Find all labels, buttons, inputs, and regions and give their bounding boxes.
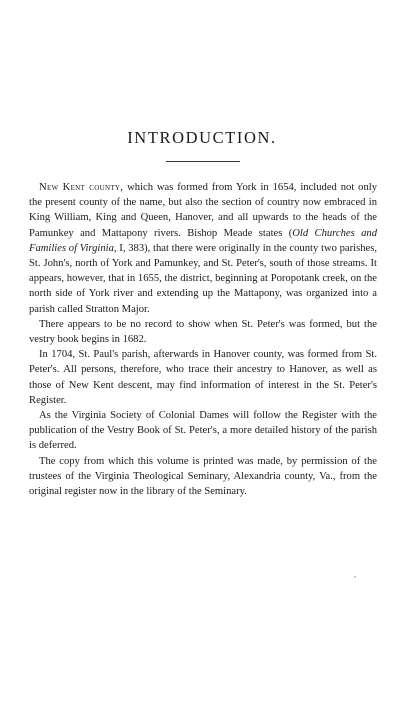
paragraph-4: As the Virginia Society of Colonial Dames will follow the Register with the publication of the Vestry Book of St. Peter's, a more detailed history of the parish is deferred. [29, 410, 377, 452]
body-text [29, 180, 377, 499]
book-citation: Old Churches and Families of Virginia, [29, 227, 377, 254]
paragraph-1-text-a: which was formed from York in 1654, included not only the present county of the name, but also the section of country now embraced in King William, King and Queen, Hanover, and all upwards to the heads of the Pamunkey and Mattapony rivers. Bishop Meade states ( [29, 182, 378, 239]
lead-in: New Kent county, [39, 182, 124, 193]
title-divider [166, 161, 240, 162]
paragraph-1-text-b: I, 383), that there were originally in the county two parishes, St. John's, north of York and Pamunkey, and St. Peter's, south of those streams. It appears, however, that in 1655, the district, beginning at Poropotank creek, on the north side of York river and extending up the Mattapony, was organized into a parish called Stratton Major. [29, 242, 377, 315]
page-title: INTRODUCTION. [127, 128, 277, 147]
paragraph-2: There appears to be no record to show when St. Peter's was formed, but the vestry book begins in 1682. [29, 318, 377, 346]
paragraph-3: In 1704, St. Paul's parish, afterwards in Hanover county, was formed from St. Peter's. All persons, therefore, who trace their ancestry to Hanover, as well as those of New Kent descent, may find information of interest in the St. Peter's Register. [29, 349, 377, 406]
page-speck [354, 576, 356, 578]
paragraph-5: The copy from which this volume is printed was made, by permission of the trustees of the Virginia Theological Seminary, Alexandria county, Va., from the original register now in the library of the Seminary. [29, 455, 377, 498]
paragraph-1 [29, 180, 377, 317]
